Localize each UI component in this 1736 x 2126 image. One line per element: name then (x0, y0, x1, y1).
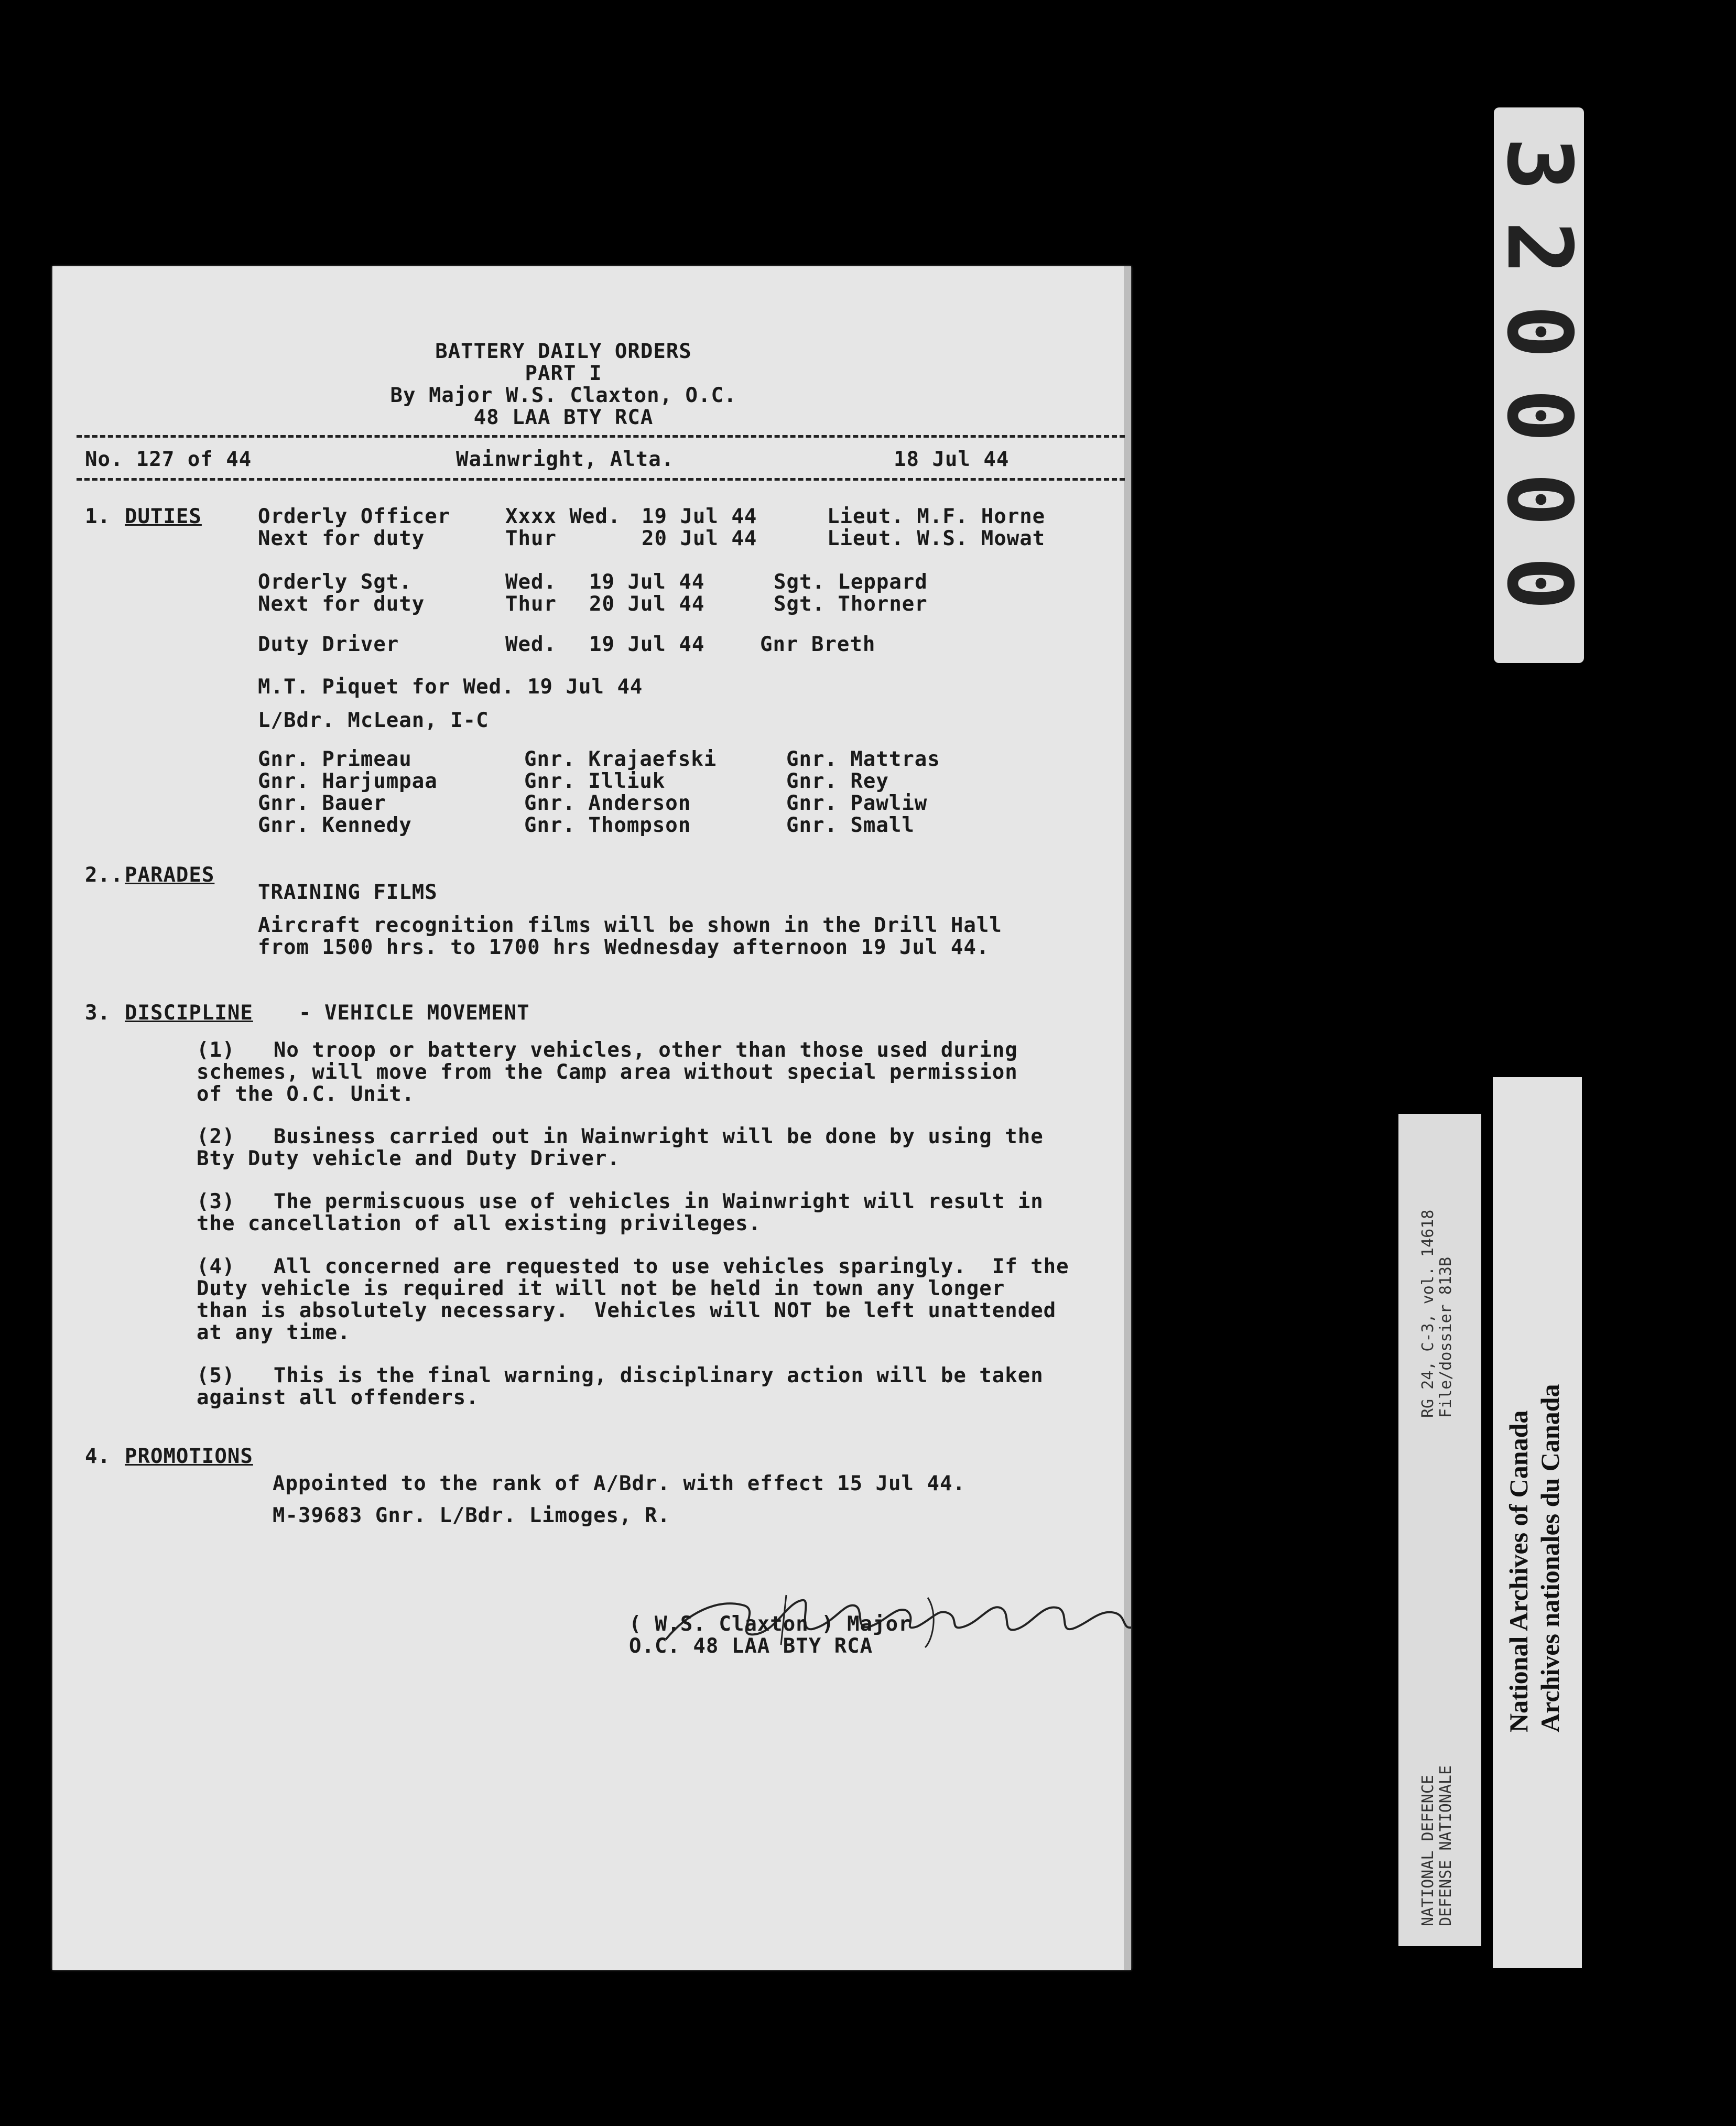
stamp-digit: 0 (1487, 388, 1591, 443)
duty-day: Thur (505, 527, 557, 550)
discipline-text: schemes, will move from the Camp area without special permission (197, 1060, 1018, 1084)
stamp-digit: 2 (1487, 221, 1591, 275)
label-line: File/dossier 813B (1437, 1256, 1455, 1418)
gunner: Gnr. Small (786, 813, 915, 837)
parades-text: from 1500 hrs. to 1700 hrs Wednesday afternoon 19 Jul 44. (258, 936, 990, 959)
duty-name: Sgt. Thorner (774, 592, 928, 616)
stamp-digit: 0 (1487, 556, 1591, 611)
divider-top (77, 435, 1125, 438)
doc-title: BATTERY DAILY ORDERS (435, 340, 692, 363)
duty-role: Orderly Officer (258, 505, 451, 528)
section-3-subheading: - VEHICLE MOVEMENT (299, 1001, 530, 1025)
duty-day: Xxxx Wed. (505, 505, 621, 528)
duty-role: Next for duty (258, 527, 425, 550)
section-4-heading: PROMOTIONS (125, 1445, 253, 1468)
order-number: No. 127 of 44 (85, 448, 252, 471)
doc-unit: 48 LAA BTY RCA (473, 406, 654, 429)
discipline-text: the cancellation of all existing privileges. (197, 1212, 762, 1235)
discipline-text: (5) This is the final warning, disciplinary action will be taken (197, 1364, 1044, 1387)
duty-date: 20 Jul 44 (589, 592, 705, 616)
parades-text: Aircraft recognition films will be shown in the Drill Hall (258, 914, 1002, 937)
stamp-digit: 3 (1487, 137, 1591, 191)
discipline-text: of the O.C. Unit. (197, 1082, 415, 1106)
duty-role: Orderly Sgt. (258, 570, 412, 594)
gunner: Gnr. Anderson (524, 791, 691, 815)
section-3-heading: DISCIPLINE (125, 1001, 253, 1025)
parades-subheading: TRAINING FILMS (258, 881, 438, 904)
stamp-digit: 0 (1487, 305, 1591, 359)
discipline-text: (1) No troop or battery vehicles, other than those used during (197, 1038, 1018, 1062)
discipline-text: than is absolutely necessary. Vehicles will NOT be left unattended (197, 1299, 1057, 1322)
discipline-text: Duty vehicle is required it will not be held in town any longer (197, 1277, 1005, 1300)
duty-name: Lieut. M.F. Horne (827, 505, 1046, 528)
signatory-name: ( W.S. Claxton ) Major (629, 1612, 912, 1636)
promotion-text: Appointed to the rank of A/Bdr. with effect 15 Jul 44. (273, 1472, 965, 1495)
section-4-number: 4. (85, 1445, 111, 1468)
order-place: Wainwright, Alta. (456, 448, 675, 471)
duty-role: Duty Driver (258, 633, 399, 656)
reference-label (1398, 1114, 1481, 1946)
promotion-text: M-39683 Gnr. L/Bdr. Limoges, R. (273, 1504, 670, 1527)
gunner: Gnr. Bauer (258, 791, 386, 815)
duty-day: Wed. (505, 633, 557, 656)
duty-date: 20 Jul 44 (642, 527, 757, 550)
divider-bottom (77, 478, 1125, 481)
label-line: RG 24, C-3, vol. 14618 (1419, 1209, 1437, 1418)
gunner: Gnr. Rey (786, 769, 889, 793)
section-1-number: 1. (85, 505, 111, 528)
duty-role: Next for duty (258, 592, 425, 616)
order-date: 18 Jul 44 (894, 448, 1010, 471)
duty-name: Sgt. Leppard (774, 570, 928, 594)
document-page (52, 266, 1131, 1970)
discipline-text: (3) The permiscuous use of vehicles in Wainwright will result in (197, 1190, 1044, 1213)
discipline-text: (2) Business carried out in Wainwright will be done by using the (197, 1125, 1044, 1148)
section-1-heading: DUTIES (125, 505, 202, 528)
duty-name: Lieut. W.S. Mowat (827, 527, 1046, 550)
label-line: DEFENSE NATIONALE (1437, 1765, 1455, 1926)
duty-day: Thur (505, 592, 557, 616)
discipline-text: Bty Duty vehicle and Duty Driver. (197, 1147, 620, 1170)
section-2-number: 2.. (85, 863, 124, 887)
gunner: Gnr. Pawliw (786, 791, 928, 815)
section-2-heading: PARADES (125, 863, 215, 887)
section-3-number: 3. (85, 1001, 111, 1025)
discipline-text: against all offenders. (197, 1386, 479, 1409)
gunner: Gnr. Krajaefski (524, 747, 717, 771)
discipline-text: (4) All concerned are requested to use vehicles sparingly. If the (197, 1255, 1069, 1278)
gunner: Gnr. Mattras (786, 747, 940, 771)
gunner: Gnr. Harjumpaa (258, 769, 438, 793)
duty-date: 19 Jul 44 (589, 633, 705, 656)
gunner: Gnr. Thompson (524, 813, 691, 837)
gunner: Gnr. Primeau (258, 747, 412, 771)
page-edge (1124, 266, 1131, 1970)
piquet-line: M.T. Piquet for Wed. 19 Jul 44 (258, 675, 643, 699)
gunner: Gnr. Kennedy (258, 813, 412, 837)
duty-date: 19 Jul 44 (589, 570, 705, 594)
archives-name-fr: Archives nationales du Canada (1535, 1384, 1565, 1732)
gunner: Gnr. Illiuk (524, 769, 666, 793)
label-line: NATIONAL DEFENCE (1419, 1775, 1437, 1926)
stamp-digit: 0 (1487, 472, 1591, 527)
doc-part: PART I (525, 362, 602, 385)
duty-day: Wed. (505, 570, 557, 594)
discipline-text: at any time. (197, 1321, 351, 1344)
archives-name-en: National Archives of Canada (1504, 1410, 1533, 1732)
ic-line: L/Bdr. McLean, I-C (258, 709, 489, 732)
signatory-title: O.C. 48 LAA BTY RCA (629, 1634, 873, 1658)
frame-number-stamp (1487, 107, 1591, 663)
duty-name: Gnr Breth (760, 633, 876, 656)
doc-author: By Major W.S. Claxton, O.C. (390, 384, 737, 407)
archives-label (1493, 1077, 1582, 1968)
duty-date: 19 Jul 44 (642, 505, 757, 528)
